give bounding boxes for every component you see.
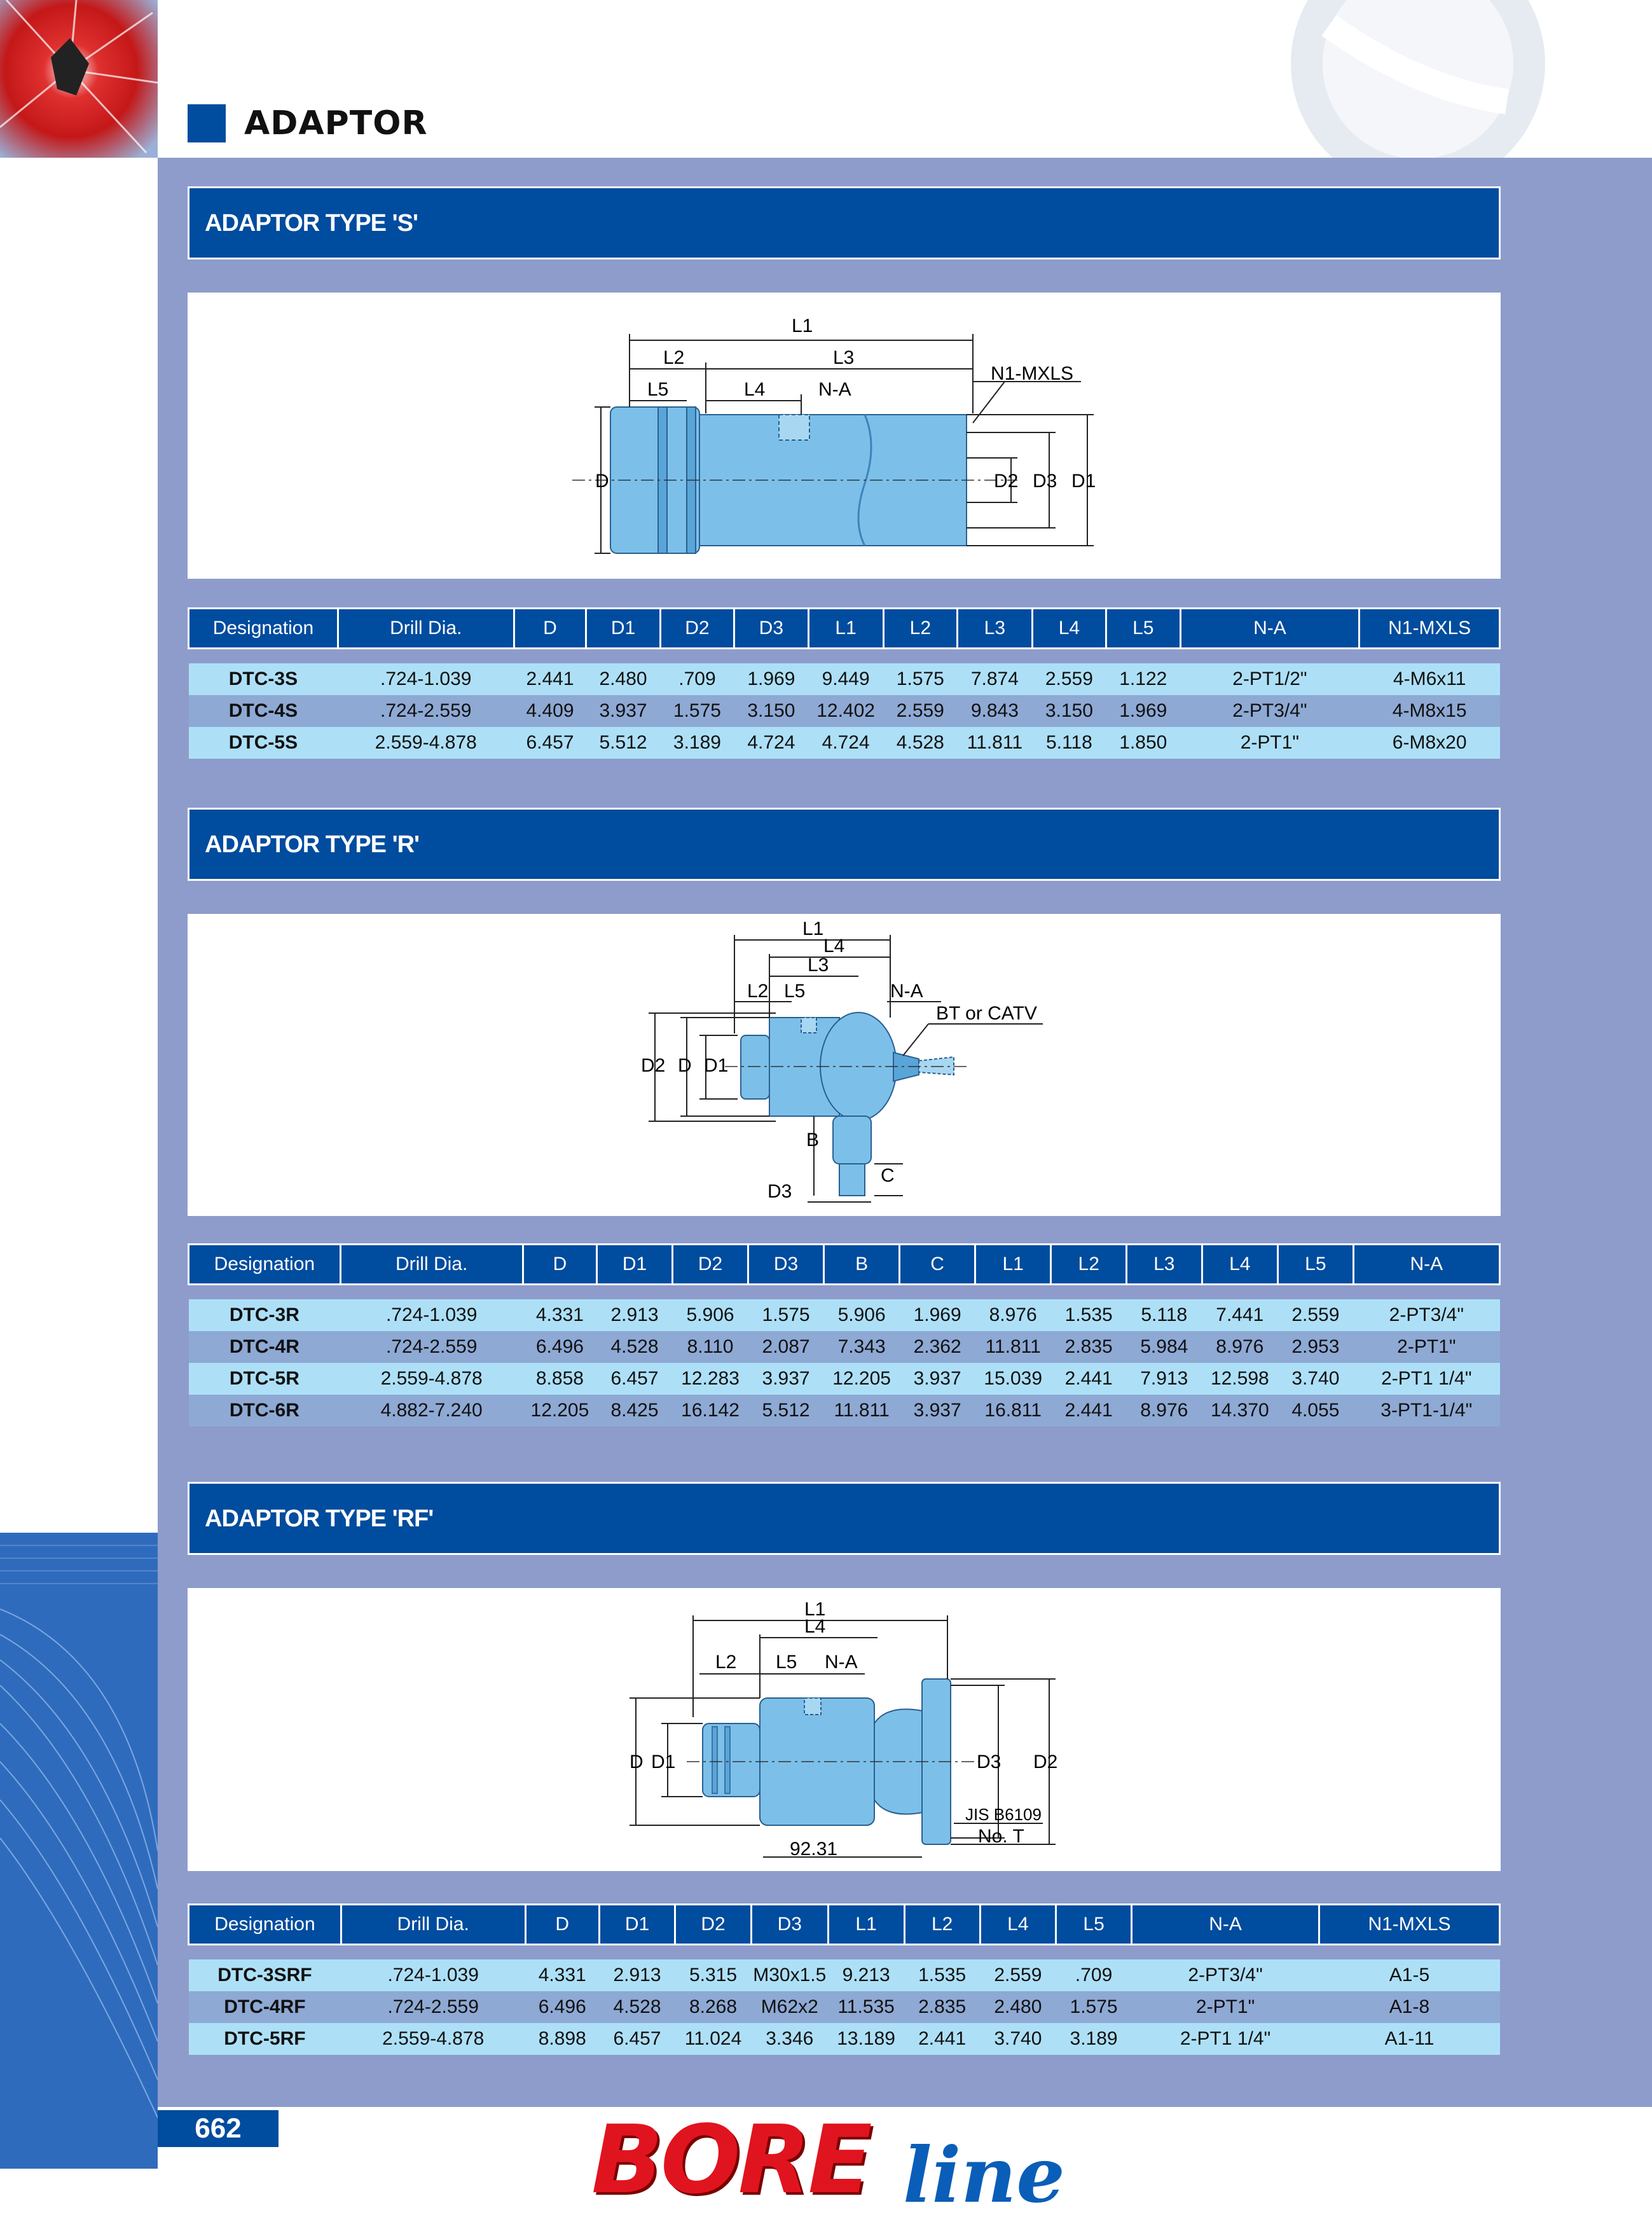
table-row: DTC-5RF 2.559-4.878 8.898 6.457 11.024 3.346 13.189 2.441 3.740 3.189 2-PT1 1/4" A1-11 [189,2023,1500,2055]
table-row: DTC-4S .724-2.559 4.409 3.937 1.575 3.150 12.402 2.559 9.843 3.150 1.969 2-PT3/4" 4-M8x15 [189,695,1500,727]
col-header: D3 [734,609,808,649]
col-header: L2 [1051,1245,1127,1285]
page-title: ADAPTOR [244,104,428,142]
dim-label-d2: D2 [994,471,1019,492]
drawing-type-s [188,293,1501,579]
col-header: Designation [189,1905,341,1945]
dim-label-l1: L1 [804,1599,826,1620]
dim-label-l3: L3 [833,347,855,368]
col-header: L3 [1127,1245,1202,1285]
col-header: D1 [597,1245,673,1285]
spec-table-type-rf [188,1903,1501,2055]
section-title: ADAPTOR TYPE 'R' [205,831,420,858]
col-header: N-A [1132,1905,1319,1945]
col-header: Drill Dia. [340,1245,523,1285]
col-header: L1 [808,609,883,649]
table-row: DTC-4R .724-2.559 6.496 4.528 8.110 2.087 7.343 2.362 11.811 2.835 5.984 8.976 2.953 2-PT1" [189,1331,1500,1363]
dim-label-l5: L5 [647,379,669,400]
page-number: 662 [158,2110,279,2147]
dim-label-l4: L4 [804,1616,826,1637]
dim-label-l2: L2 [715,1652,737,1673]
col-header: Designation [189,1245,341,1285]
col-header: L4 [980,1905,1056,1945]
col-header: Drill Dia. [338,609,514,649]
col-header: D1 [586,609,660,649]
drawing-type-rf [188,1588,1501,1871]
col-header: L5 [1278,1245,1354,1285]
col-header: D3 [751,1905,828,1945]
col-header: N-A [1180,609,1359,649]
dim-label-l5: L5 [776,1652,797,1673]
table-row: DTC-5R 2.559-4.878 8.858 6.457 12.283 3.937 12.205 3.937 15.039 2.441 7.913 12.598 3.740 2-PT1 1/4" [189,1363,1500,1395]
decorative-circle-logo [1291,0,1652,158]
col-header: Drill Dia. [341,1905,525,1945]
col-header: D2 [660,609,734,649]
decorative-swirl-image [0,1533,158,2169]
drawing-type-r [188,914,1501,1216]
col-header: B [823,1245,899,1285]
dim-label-bt: BT or CATV [936,1003,1037,1024]
col-header: D1 [599,1905,675,1945]
header-square-icon [188,104,226,142]
dim-label-l1: L1 [792,315,813,336]
table-row: DTC-3SRF .724-1.039 4.331 2.913 5.315 M30x1.5 9.213 1.535 2.559 .709 2-PT3/4" A1-5 [189,1959,1500,1991]
dim-label-jis: JIS B6109 [965,1805,1042,1824]
table-row: DTC-3R .724-1.039 4.331 2.913 5.906 1.575 5.906 1.969 8.976 1.535 5.118 7.441 2.559 2-PT3/4" [189,1299,1500,1331]
dim-label-d3: D3 [977,1751,1002,1772]
dim-label-l4: L4 [823,936,845,957]
section-header-type-s [188,186,1501,259]
col-header: D3 [748,1245,824,1285]
dim-label-na: N-A [825,1652,858,1673]
table-row: DTC-5S 2.559-4.878 6.457 5.512 3.189 4.724 4.724 4.528 11.811 5.118 1.850 2-PT1" 6-M8x20 [189,727,1500,759]
col-header: L1 [975,1245,1050,1285]
col-header: N1-MXLS [1359,609,1500,649]
table-row: DTC-4RF .724-2.559 6.496 4.528 8.268 M62x2 11.535 2.835 2.480 1.575 2-PT1" A1-8 [189,1991,1500,2023]
brand-logo-line: line [903,2131,1065,2220]
dim-label-l4: L4 [744,379,766,400]
dim-label-na: N-A [890,981,923,1002]
dim-label-l2: L2 [663,347,685,368]
dim-label-n1: N1-MXLS [991,363,1074,384]
col-header: C [900,1245,975,1285]
spec-table-type-s [188,607,1501,759]
diagram-type-r [188,914,1501,1216]
dim-label-d3: D3 [1033,471,1057,492]
dim-label-d: D [678,1055,692,1076]
col-header: D [523,1245,597,1285]
dim-label-na: N-A [818,379,851,400]
diagram-type-rf [188,1588,1501,1871]
dim-label-no-t: No. T [978,1826,1024,1847]
section-header-type-rf [188,1482,1501,1555]
dim-label-l5: L5 [784,981,806,1002]
brand-logo-bore: BORE [591,2105,870,2214]
dim-label-d1: D1 [651,1751,676,1772]
dim-label-d: D [630,1751,644,1772]
col-header: D [525,1905,599,1945]
diagram-type-s [188,293,1501,579]
dim-label-d2: D2 [641,1055,666,1076]
col-header: L2 [904,1905,980,1945]
col-header: D2 [672,1245,748,1285]
dim-label-d2: D2 [1033,1751,1058,1772]
dim-label-d1: D1 [1071,471,1096,492]
dim-label-d3: D3 [767,1181,792,1202]
col-header: D [514,609,586,649]
col-header: L1 [828,1905,904,1945]
col-header: L4 [1202,1245,1277,1285]
col-header: D2 [675,1905,752,1945]
table-row: DTC-3S .724-1.039 2.441 2.480 .709 1.969 9.449 1.575 7.874 2.559 1.122 2-PT1/2" 4-M6x11 [189,663,1500,695]
col-header: L2 [883,609,957,649]
col-header: L5 [1056,1905,1131,1945]
section-header-type-r [188,808,1501,881]
spec-table-type-r [188,1243,1501,1426]
col-header: Designation [189,609,338,649]
section-title: ADAPTOR TYPE 'S' [205,210,418,237]
col-header: L4 [1032,609,1106,649]
col-header: L5 [1106,609,1180,649]
col-header: L3 [958,609,1033,649]
dim-label-l1: L1 [802,918,824,939]
dim-label-9231: 92.31 [790,1839,838,1860]
dim-label-l3: L3 [808,955,829,976]
dim-label-d: D [595,471,609,492]
col-header: N1-MXLS [1319,1905,1499,1945]
dim-label-l2: L2 [747,981,769,1002]
section-title: ADAPTOR TYPE 'RF' [205,1505,434,1532]
col-header: N-A [1353,1245,1499,1285]
table-row: DTC-6R 4.882-7.240 12.205 8.425 16.142 5.512 11.811 3.937 16.811 2.441 8.976 14.370 4.055 3-PT1-1/4" [189,1395,1500,1426]
dim-label-d1: D1 [704,1055,729,1076]
dim-label-b: B [806,1129,820,1150]
decorative-burst-image [0,0,158,158]
dim-label-c: C [881,1165,895,1186]
